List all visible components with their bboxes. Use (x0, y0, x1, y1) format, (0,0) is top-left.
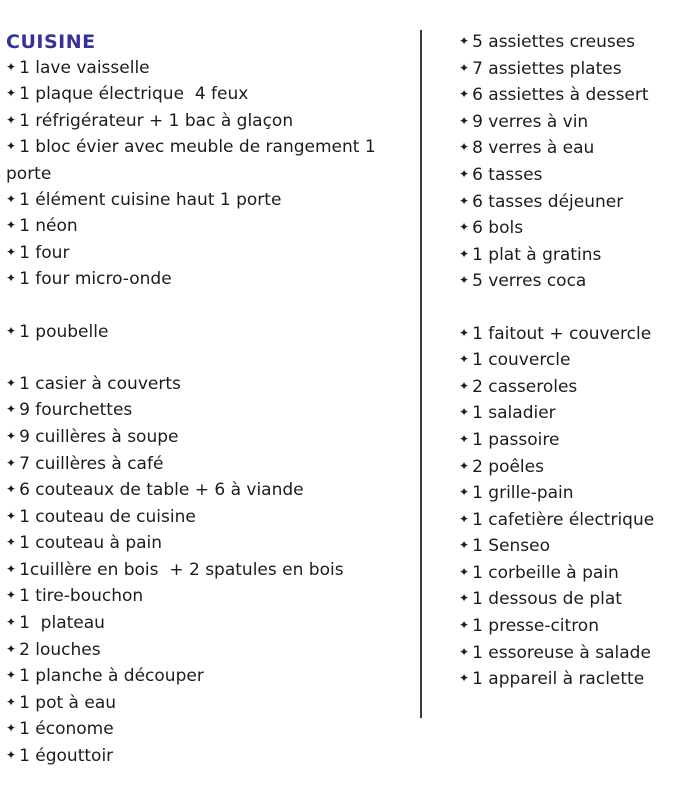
diamond-bullet-icon: ✦ (6, 482, 17, 497)
list-item-text: 1 passoire (472, 429, 560, 450)
list-item-text: 1 bloc évier avec meuble de rangement 1 porte (6, 137, 382, 184)
list-item-text: 1 économe (19, 719, 114, 740)
list-item-text: 6 tasses (472, 164, 543, 185)
list-item-text: 1 élément cuisine haut 1 porte (19, 189, 282, 210)
diamond-bullet-icon: ✦ (6, 508, 17, 523)
list-item-text: 2 poêles (472, 456, 544, 477)
diamond-bullet-icon: ✦ (459, 34, 470, 48)
list-item-text: 2 louches (19, 639, 101, 660)
list-item-text: 1 presse-citron (472, 616, 599, 637)
list-item (459, 83, 685, 110)
list-item-text: 1 corbeille à pain (472, 562, 619, 583)
list-item (459, 243, 685, 270)
list-item (459, 57, 685, 84)
list-item (459, 534, 685, 561)
diamond-bullet-icon: ✦ (459, 458, 470, 473)
list-item (6, 214, 416, 241)
list-item (6, 691, 416, 718)
list-item (459, 269, 685, 296)
list-item (6, 425, 416, 452)
list-item (459, 614, 685, 641)
diamond-bullet-icon: ✦ (6, 615, 17, 630)
diamond-bullet-icon: ✦ (459, 352, 470, 367)
diamond-bullet-icon: ✦ (459, 166, 470, 181)
list-item-text: 1 plaque électrique 4 feux (19, 84, 249, 105)
diamond-bullet-icon: ✦ (6, 668, 17, 683)
list-item-text: 1 saladier (472, 403, 556, 424)
diamond-bullet-icon: ✦ (459, 538, 470, 553)
list-item (459, 587, 685, 614)
list-item-text: 1 dessous de plat (472, 589, 622, 610)
list-item-text: 1 planche à découper (19, 666, 204, 687)
diamond-bullet-icon: ✦ (6, 139, 17, 154)
diamond-bullet-icon: ✦ (6, 455, 17, 470)
list-item (459, 322, 685, 349)
list-item-text: 1 pot à eau (19, 692, 117, 713)
column-divider (420, 30, 422, 718)
list-item-text: 1cuillère en bois + 2 spatules en bois (19, 559, 344, 580)
item-group (459, 30, 685, 296)
diamond-bullet-icon: ✦ (6, 271, 17, 286)
list-item-text: 1 Senseo (472, 536, 551, 557)
list-item (6, 505, 416, 532)
item-group (6, 372, 416, 771)
list-item-text: 6 tasses déjeuner (472, 191, 624, 212)
diamond-bullet-icon: ✦ (459, 87, 470, 102)
list-item-text: 1 grille-pain (472, 483, 574, 504)
list-item (6, 452, 416, 479)
list-item (6, 82, 416, 109)
list-item-text: 6 bols (472, 218, 524, 239)
diamond-bullet-icon: ✦ (6, 59, 17, 74)
list-item-text: 8 verres à eau (472, 138, 595, 159)
list-item (6, 398, 416, 425)
diamond-bullet-icon: ✦ (6, 402, 17, 417)
diamond-bullet-icon: ✦ (459, 564, 470, 579)
list-item (6, 109, 416, 136)
list-item (6, 717, 416, 744)
diamond-bullet-icon: ✦ (6, 244, 17, 259)
diamond-bullet-icon: ✦ (459, 140, 470, 155)
list-item-text: 6 couteaux de table + 6 à viande (19, 480, 304, 501)
diamond-bullet-icon: ✦ (459, 325, 470, 340)
diamond-bullet-icon: ✦ (459, 193, 470, 208)
list-item (459, 508, 685, 535)
list-item (459, 561, 685, 588)
list-item (6, 188, 416, 215)
left-column-groups (6, 56, 416, 771)
diamond-bullet-icon: ✦ (459, 431, 470, 446)
diamond-bullet-icon: ✦ (6, 694, 17, 709)
list-item (6, 638, 416, 665)
list-item (459, 110, 685, 137)
diamond-bullet-icon: ✦ (459, 378, 470, 393)
diamond-bullet-icon: ✦ (6, 218, 17, 233)
list-item (459, 667, 685, 694)
list-item (6, 531, 416, 558)
list-item (459, 641, 685, 668)
list-item-text: 1 faitout + couvercle (472, 323, 652, 344)
list-item (6, 135, 416, 187)
list-item (459, 455, 685, 482)
list-item-text: 7 cuillères à café (19, 453, 164, 474)
left-column (6, 30, 416, 771)
list-item (459, 481, 685, 508)
list-item (6, 56, 416, 83)
list-item (459, 401, 685, 428)
list-item-text: 1 couvercle (472, 350, 571, 371)
list-item (459, 163, 685, 190)
list-item-text: 2 casseroles (472, 376, 578, 397)
diamond-bullet-icon: ✦ (459, 220, 470, 235)
list-item-text: 1 réfrigérateur + 1 bac à glaçon (19, 110, 294, 131)
list-item-text: 1 couteau de cuisine (19, 506, 196, 527)
list-item (6, 744, 416, 771)
item-group (6, 320, 416, 347)
diamond-bullet-icon: ✦ (6, 588, 17, 603)
list-item-text: 1 cafetière électrique (472, 509, 655, 530)
list-item-text: 1 égouttoir (19, 746, 114, 767)
diamond-bullet-icon: ✦ (6, 86, 17, 101)
right-column (459, 30, 685, 694)
diamond-bullet-icon: ✦ (459, 618, 470, 633)
diamond-bullet-icon: ✦ (459, 485, 470, 500)
diamond-bullet-icon: ✦ (459, 591, 470, 606)
list-item-text: 1 couteau à pain (19, 533, 163, 554)
diamond-bullet-icon: ✦ (459, 273, 470, 288)
list-item (6, 664, 416, 691)
right-column-groups (459, 30, 685, 694)
diamond-bullet-icon: ✦ (459, 60, 470, 75)
list-item (6, 241, 416, 268)
diamond-bullet-icon: ✦ (6, 428, 17, 443)
diamond-bullet-icon: ✦ (459, 113, 470, 128)
list-item (6, 478, 416, 505)
list-item-text: 6 assiettes à dessert (472, 85, 649, 106)
diamond-bullet-icon: ✦ (6, 561, 17, 576)
list-item (6, 267, 416, 294)
diamond-bullet-icon: ✦ (459, 246, 470, 261)
diamond-bullet-icon: ✦ (6, 641, 17, 656)
list-item (459, 216, 685, 243)
list-item (6, 372, 416, 399)
list-item-text: 5 assiettes creuses (472, 32, 636, 52)
list-item (459, 190, 685, 217)
list-item (459, 375, 685, 402)
list-item-text: 5 verres coca (472, 271, 587, 292)
list-item-text: 1 casier à couverts (19, 373, 181, 394)
list-item-text: 9 verres à vin (472, 111, 589, 132)
diamond-bullet-icon: ✦ (459, 511, 470, 526)
list-item-text: 1 poubelle (19, 321, 109, 342)
list-item-text: 7 assiettes plates (472, 58, 622, 79)
list-item-text: 1 lave vaisselle (19, 57, 150, 78)
list-item (459, 428, 685, 455)
list-item (459, 30, 685, 57)
list-item-text: 1 plateau (19, 613, 105, 634)
diamond-bullet-icon: ✦ (459, 405, 470, 420)
list-item-text: 1 tire-bouchon (19, 586, 144, 607)
list-item-text: 1 four micro-onde (19, 269, 172, 290)
diamond-bullet-icon: ✦ (6, 323, 17, 338)
list-item-text: 9 cuillères à soupe (19, 426, 179, 447)
list-item (6, 320, 416, 347)
diamond-bullet-icon: ✦ (6, 191, 17, 206)
item-group (459, 322, 685, 694)
list-item (6, 558, 416, 585)
list-item (6, 611, 416, 638)
list-item-text: 1 essoreuse à salade (472, 642, 651, 663)
list-item-text: 1 néon (19, 216, 78, 237)
list-item-text: 1 four (19, 242, 70, 263)
list-item (459, 136, 685, 163)
diamond-bullet-icon: ✦ (459, 671, 470, 686)
list-item (6, 584, 416, 611)
diamond-bullet-icon: ✦ (6, 535, 17, 550)
diamond-bullet-icon: ✦ (6, 375, 17, 390)
list-item-text: 1 plat à gratins (472, 244, 602, 265)
diamond-bullet-icon: ✦ (6, 721, 17, 736)
diamond-bullet-icon: ✦ (6, 112, 17, 127)
diamond-bullet-icon: ✦ (6, 748, 17, 763)
list-item-text: 9 fourchettes (19, 400, 133, 421)
list-item-text: 1 appareil à raclette (472, 669, 645, 690)
list-item (459, 348, 685, 375)
page-title: CUISINE (6, 31, 96, 53)
item-group (6, 56, 416, 294)
diamond-bullet-icon: ✦ (459, 644, 470, 659)
